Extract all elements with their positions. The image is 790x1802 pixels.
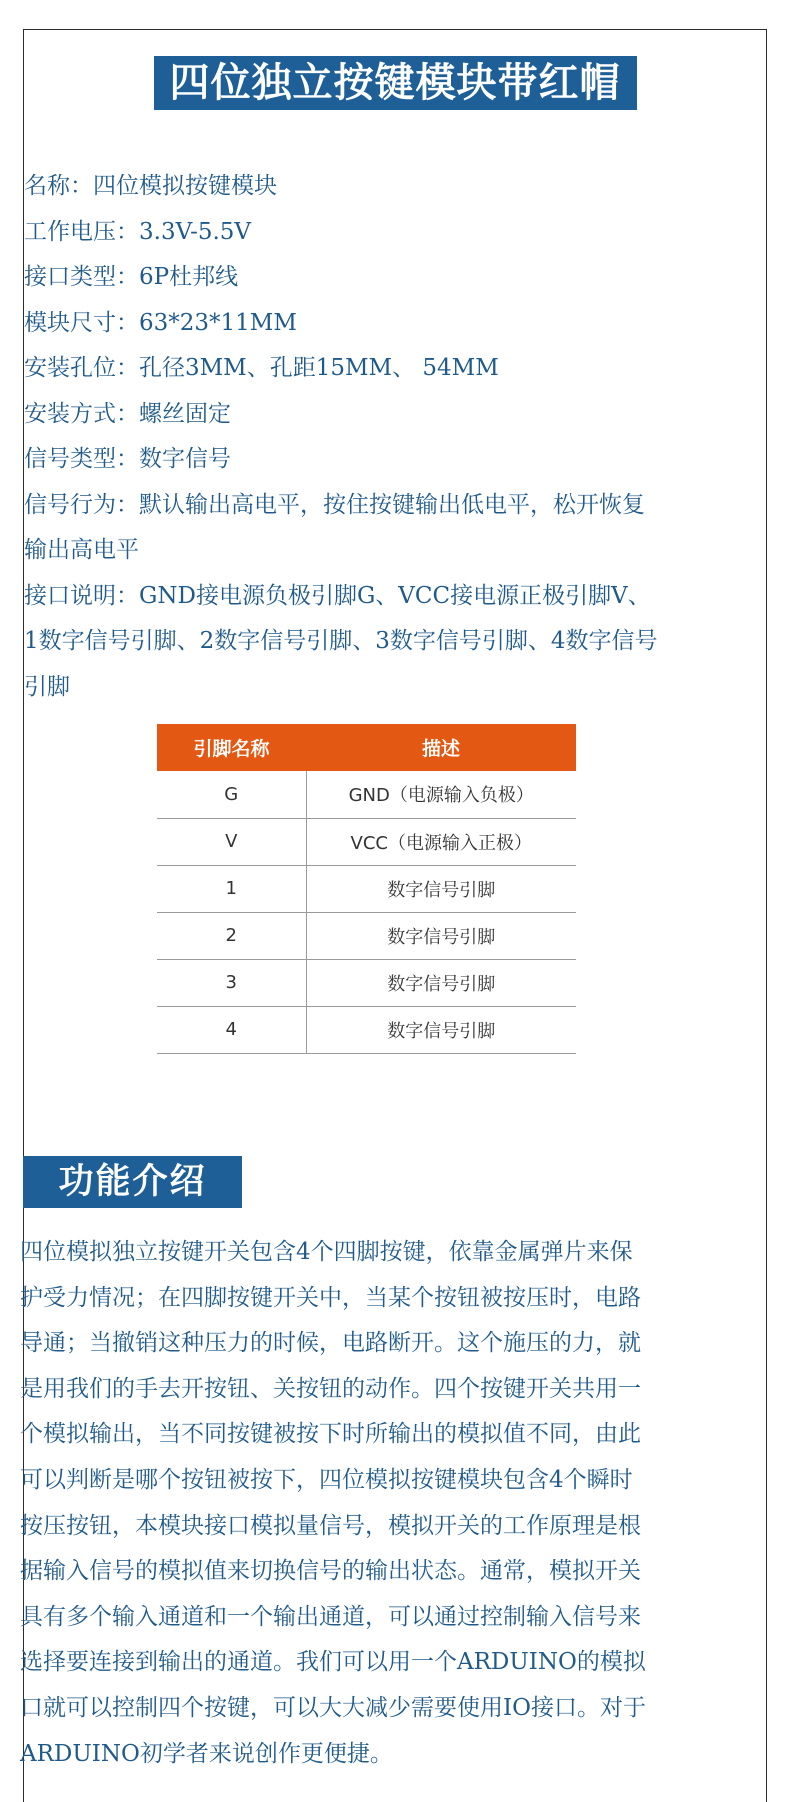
table-row <box>157 912 576 959</box>
intro-line: 口就可以控制四个按键，可以大大减少需要使用IO接口。对于 <box>20 1694 646 1721</box>
page-title: 四位独立按键模块带红帽 <box>154 56 637 110</box>
pin-description-cell: GND（电源输入负极） <box>306 771 576 818</box>
spec-line: 1数字信号引脚、2数字信号引脚、3数字信号引脚、4数字信号 <box>24 628 658 654</box>
spec-line: 安装方式：螺丝固定 <box>24 400 231 427</box>
pin-description-cell: 数字信号引脚 <box>306 1006 576 1053</box>
table-row <box>157 959 576 1006</box>
table-row <box>157 865 576 912</box>
table-header-row <box>157 724 576 771</box>
spec-line: 信号类型：数字信号 <box>24 446 231 472</box>
intro-line: 导通；当撤销这种压力的时候，电路断开。这个施压的力，就 <box>20 1330 641 1357</box>
pin-name-cell: 3 <box>157 959 306 1006</box>
column-header-pin-name: 引脚名称 <box>157 724 306 771</box>
intro-line: 具有多个输入通道和一个输出通道，可以通过控制输入信号来 <box>20 1603 641 1630</box>
intro-line: 据输入信号的模拟值来切换信号的输出状态。通常，模拟开关 <box>20 1558 641 1585</box>
table-row <box>157 818 576 865</box>
pin-name-cell: 2 <box>157 912 306 959</box>
pin-name-cell: V <box>157 818 306 865</box>
intro-line: ARDUINO初学者来说创作更便捷。 <box>20 1740 393 1767</box>
spec-line: 模块尺寸：63*23*11MM <box>24 309 297 336</box>
spec-line: 名称：四位模拟按键模块 <box>24 173 277 199</box>
title-wrap <box>0 56 790 110</box>
pin-table <box>157 724 576 1054</box>
spec-line: 工作电压：3.3V-5.5V <box>24 218 252 245</box>
intro-line: 可以判断是哪个按钮被按下，四位模拟按键模块包含4个瞬时 <box>20 1466 633 1493</box>
spec-line: 接口类型：6P杜邦线 <box>24 264 239 290</box>
intro-line: 护受力情况；在四脚按键开关中，当某个按钮被按压时，电路 <box>20 1284 641 1311</box>
intro-line: 个模拟输出，当不同按键被按下时所输出的模拟值不同，由此 <box>20 1421 641 1448</box>
spec-line: 引脚 <box>24 673 70 700</box>
section-heading: 功能介绍 <box>23 1156 242 1208</box>
pin-name-cell: G <box>157 771 306 818</box>
intro-line: 按压按钮，本模块接口模拟量信号，模拟开关的工作原理是根 <box>20 1512 641 1539</box>
pin-name-cell: 1 <box>157 865 306 912</box>
table-row <box>157 771 576 818</box>
pin-description-cell: 数字信号引脚 <box>306 865 576 912</box>
column-header-description: 描述 <box>306 724 576 771</box>
intro-line: 是用我们的手去开按钮、关按钮的动作。四个按键开关共用一 <box>20 1375 641 1402</box>
spec-line: 输出高电平 <box>24 537 139 563</box>
spec-list <box>24 164 724 710</box>
pin-description-cell: 数字信号引脚 <box>306 959 576 1006</box>
pin-description-cell: 数字信号引脚 <box>306 912 576 959</box>
spec-line: 接口说明：GND接电源负极引脚G、VCC接电源正极引脚V、 <box>24 582 651 609</box>
table-row <box>157 1006 576 1053</box>
spec-line: 安装孔位：孔径3MM、孔距15MM、 54MM <box>24 355 499 381</box>
intro-line: 选择要连接到输出的通道。我们可以用一个ARDUINO的模拟 <box>20 1649 646 1676</box>
spec-line: 信号行为：默认输出高电平，按住按键输出低电平，松开恢复 <box>24 491 645 518</box>
intro-paragraph <box>20 1230 740 1777</box>
pin-name-cell: 4 <box>157 1006 306 1053</box>
pin-description-cell: VCC（电源输入正极） <box>306 818 576 865</box>
intro-line: 四位模拟独立按键开关包含4个四脚按键，依靠金属弹片来保 <box>20 1239 633 1265</box>
